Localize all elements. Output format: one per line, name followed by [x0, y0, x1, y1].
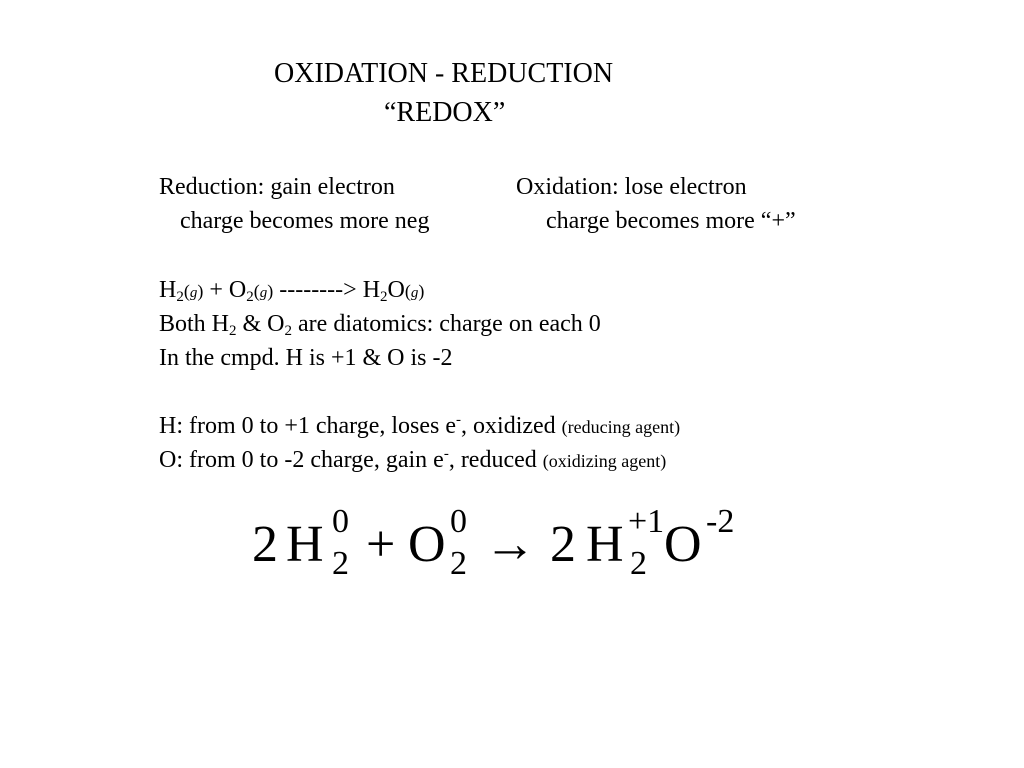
reduction-definition: Reduction: gain electron: [159, 174, 395, 200]
coefficient: 2: [252, 516, 278, 573]
oxygen-reduced-statement: [159, 448, 666, 472]
paren: ): [267, 281, 274, 301]
state-label: g: [259, 285, 268, 301]
slide-title: OXIDATION - REDUCTION: [274, 58, 614, 89]
element-o: O: [664, 516, 702, 573]
text: , reduced: [448, 447, 543, 473]
oxidation-detail: charge becomes more “+”: [546, 208, 796, 234]
paren: (: [183, 281, 190, 301]
oxidation-definition: Oxidation: lose electron: [516, 174, 747, 200]
compound-statement: In the cmpd. H is +1 & O is -2: [159, 345, 453, 371]
paren: (: [253, 281, 260, 301]
agent-note: (oxidizing agent): [542, 451, 667, 471]
subscript: 2: [332, 545, 349, 582]
diatomic-statement: [159, 311, 601, 339]
oxidation-number: -2: [706, 503, 735, 540]
subscript: 2: [284, 323, 293, 339]
subscript: 2: [630, 545, 647, 582]
slide-subtitle: “REDOX”: [384, 97, 506, 128]
oxidation-number: 0: [332, 503, 349, 540]
reactant-h: H: [159, 277, 177, 303]
text: O: from 0 to -2 charge, gain e: [159, 447, 444, 473]
subscript: 2: [229, 323, 237, 339]
subscript: 2: [246, 289, 254, 305]
reduction-detail: charge becomes more neg: [180, 208, 430, 234]
oxidation-number: 0: [450, 503, 467, 540]
hydrogen-oxidized-statement: [159, 414, 680, 438]
coefficient: 2: [550, 516, 576, 573]
text: Both H: [159, 311, 230, 337]
element-o: O: [408, 516, 446, 573]
reaction-equation-text: [159, 277, 425, 305]
product-o: O: [387, 277, 405, 303]
element-h: H: [286, 516, 324, 573]
text: are diatomics: charge on each 0: [292, 311, 601, 337]
subscript: 2: [380, 289, 388, 305]
plus-sign: +: [366, 516, 396, 573]
oxidation-number-equation: [252, 505, 772, 585]
oxidation-number: +1: [628, 503, 665, 540]
text: & O: [236, 311, 285, 337]
state-label: g: [189, 285, 198, 301]
text: H: from 0 to +1 charge, loses e: [159, 413, 457, 439]
subscript: 2: [450, 545, 467, 582]
state-label: g: [410, 285, 419, 301]
paren: ): [418, 281, 425, 301]
element-h: H: [586, 516, 624, 573]
paren: (: [404, 281, 411, 301]
reactant-o: + O: [203, 277, 247, 303]
subscript: 2: [176, 289, 184, 305]
reaction-arrow: →: [484, 516, 536, 573]
superscript: -: [456, 412, 462, 428]
text: , oxidized: [461, 413, 562, 439]
paren: ): [197, 281, 204, 301]
agent-note: (reducing agent): [561, 417, 681, 437]
arrow-product: --------> H: [273, 277, 381, 303]
superscript: -: [443, 446, 449, 462]
